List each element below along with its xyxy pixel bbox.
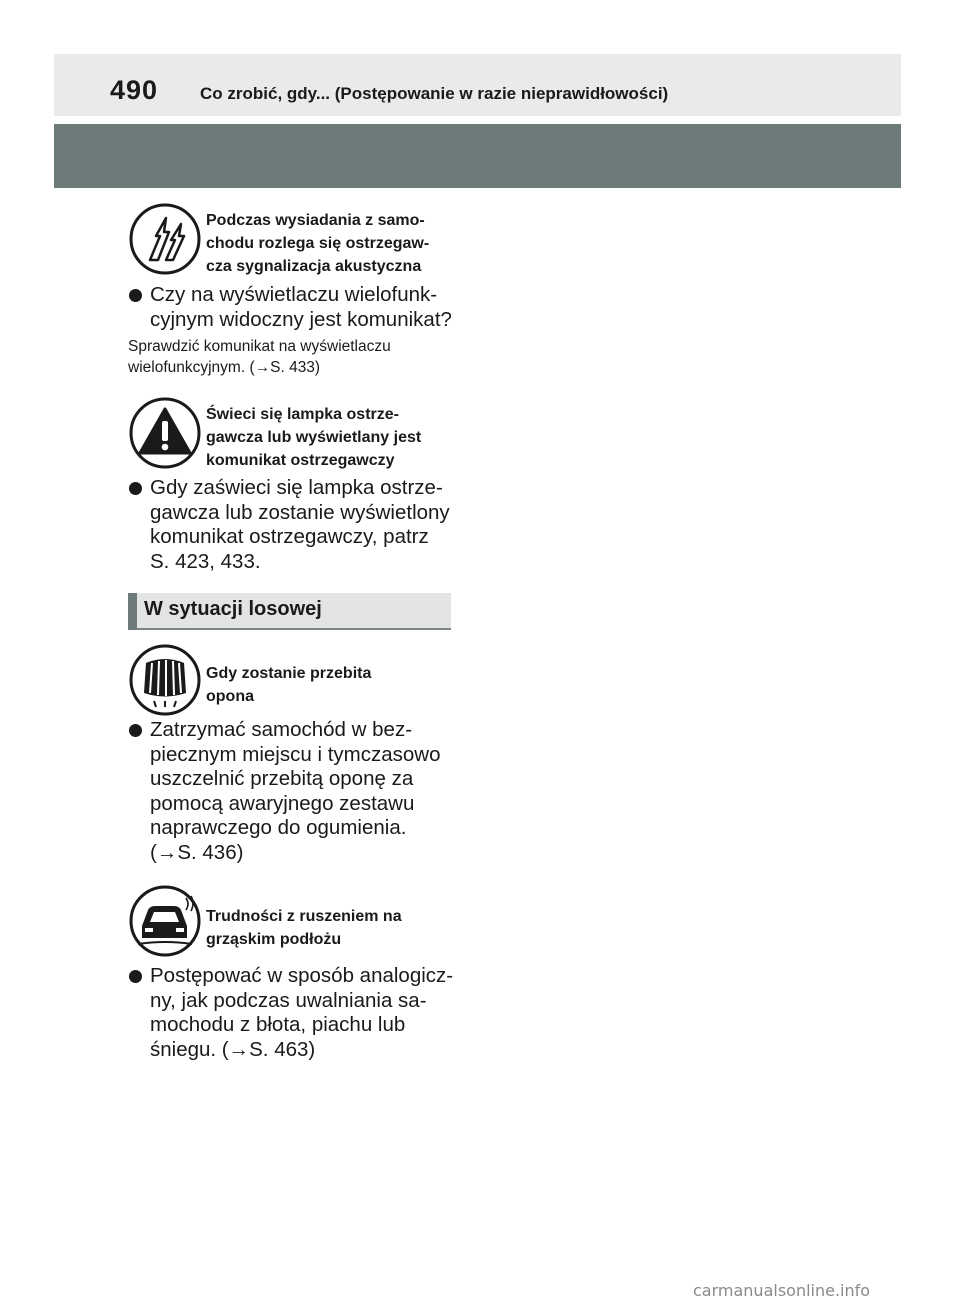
stuck-car-icon: [128, 884, 202, 958]
section-accent: [128, 593, 137, 630]
caption-stuck-car: [206, 905, 454, 951]
bullet-line: Czy na wyświetlaczu wielofunk-: [150, 283, 438, 306]
bullet-line: piecznym miejscu i tymczasowo: [150, 742, 441, 766]
caption-line: Świeci się lampka ostrze-: [206, 406, 399, 423]
note-display: [128, 336, 458, 378]
bullet-dot-icon: [129, 289, 142, 302]
caption-line: Podczas wysiadania z samo-: [206, 212, 425, 229]
section-title: W sytuacji losowej: [144, 598, 322, 620]
bullet-line: naprawczego do ogumienia.: [150, 816, 407, 840]
bullet-line: Zatrzymać samochód w bez-: [150, 718, 413, 741]
bullet-line: mochodu z błota, piachu lub: [150, 1013, 406, 1037]
caption-line: opona: [206, 688, 254, 705]
bullet-line: uszczelnić przebitą oponę za: [150, 767, 414, 791]
note-line: wielofunkcyjnym. (→S. 433): [128, 359, 321, 376]
chapter-band: [54, 124, 901, 188]
bullet-dot-icon: [129, 482, 142, 495]
watermark: carmanualsonline.info: [693, 1281, 871, 1300]
caption-line: chodu rozlega się ostrzegaw-: [206, 235, 430, 252]
caption-line: Trudności z ruszeniem na: [206, 908, 402, 925]
warning-buzzer-icon: [128, 202, 202, 276]
caption-line: gawcza lub wyświetlany jest: [206, 429, 422, 446]
warning-triangle-icon: [128, 396, 202, 470]
caption-line: grząskim podłożu: [206, 931, 342, 948]
page-number: 490: [110, 75, 159, 105]
bullet-message-check: [128, 283, 468, 332]
bullet-warning-light: [128, 476, 468, 574]
bullet-line: komunikat ostrzegawczy, patrz: [150, 525, 429, 549]
bullet-line: gawcza lub zostanie wyświetlony: [150, 500, 450, 524]
caption-line: Gdy zostanie przebita: [206, 665, 372, 682]
bullet-dot-icon: [129, 724, 142, 737]
caption-buzzer: [206, 209, 454, 278]
caption-warning-light: [206, 403, 454, 472]
bullet-line: (→S. 436): [150, 840, 244, 864]
bullet-line: pomocą awaryjnego zestawu: [150, 791, 415, 815]
bullet-line: Postępować w sposób analogicz-: [150, 964, 454, 987]
bullet-line: cyjnym widoczny jest komunikat?: [150, 307, 452, 331]
bullet-line: śniegu. (→S. 463): [150, 1037, 316, 1061]
bullet-line: ny, jak podczas uwalniania sa-: [150, 988, 427, 1012]
section-heading: [128, 593, 451, 630]
bullet-stuck-car: [128, 964, 468, 1062]
header-title: Co zrobić, gdy... (Postępowanie w razie nieprawidłowości): [200, 84, 669, 103]
bullet-line: Gdy zaświeci się lampka ostrze-: [150, 476, 443, 499]
caption-line: cza sygnalizacja akustyczna: [206, 258, 422, 275]
bullet-flat-tire: [128, 718, 468, 866]
caption-flat-tire: [206, 662, 454, 708]
note-line: Sprawdzić komunikat na wyświetlaczu: [128, 338, 391, 355]
bullet-dot-icon: [129, 970, 142, 983]
caption-line: komunikat ostrzegawczy: [206, 452, 395, 469]
bullet-line: S. 423, 433.: [150, 549, 261, 573]
flat-tire-icon: [128, 643, 202, 717]
